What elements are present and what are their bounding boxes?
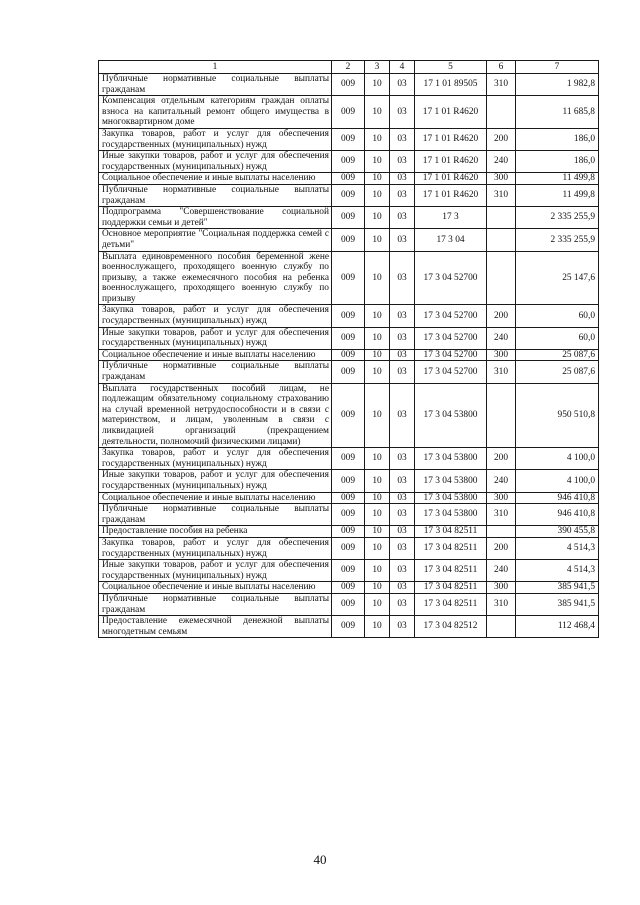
header-col-5: 5	[415, 61, 487, 74]
header-col-3: 3	[365, 61, 390, 74]
row-amount-cell: 390 455,8	[516, 526, 599, 538]
header-col-7: 7	[516, 61, 599, 74]
row-expense-type-cell	[487, 96, 516, 129]
row-subsection-cell: 03	[390, 207, 415, 229]
row-name-cell: Основное мероприятие "Социальная поддержка семей с детьми"	[99, 229, 332, 251]
row-ministry-code-cell: 009	[332, 361, 365, 383]
row-expense-type-cell: 240	[487, 470, 516, 492]
row-amount-cell: 946 410,8	[516, 504, 599, 526]
row-amount-cell: 4 100,0	[516, 448, 599, 470]
row-expense-type-cell: 310	[487, 74, 516, 96]
row-expense-type-cell: 310	[487, 361, 516, 383]
row-subsection-cell: 03	[390, 537, 415, 559]
row-section-cell: 10	[365, 504, 390, 526]
table-row	[99, 74, 599, 96]
row-ministry-code-cell: 009	[332, 151, 365, 173]
row-section-cell: 10	[365, 349, 390, 361]
row-name-cell: Предоставление ежемесячной денежной выплаты многодетным семьям	[99, 616, 332, 638]
row-name-cell: Социальное обеспечение и иные выплаты населению	[99, 582, 332, 594]
row-amount-cell: 112 468,4	[516, 616, 599, 638]
row-subsection-cell: 03	[390, 448, 415, 470]
table-row	[99, 537, 599, 559]
row-subsection-cell: 03	[390, 560, 415, 582]
row-section-cell: 10	[365, 184, 390, 206]
table-row	[99, 593, 599, 615]
row-subsection-cell: 03	[390, 251, 415, 305]
table-row	[99, 173, 599, 185]
row-ministry-code-cell: 009	[332, 537, 365, 559]
row-target-article-cell: 17 1 01 89505	[415, 74, 487, 96]
table-row	[99, 251, 599, 305]
row-expense-type-cell: 300	[487, 492, 516, 504]
row-section-cell: 10	[365, 560, 390, 582]
header-col-4: 4	[390, 61, 415, 74]
row-ministry-code-cell: 009	[332, 327, 365, 349]
row-ministry-code-cell: 009	[332, 560, 365, 582]
row-section-cell: 10	[365, 229, 390, 251]
row-subsection-cell: 03	[390, 504, 415, 526]
row-expense-type-cell: 300	[487, 349, 516, 361]
row-target-article-cell: 17 3 04 53800	[415, 504, 487, 526]
row-expense-type-cell	[487, 251, 516, 305]
row-name-cell: Публичные нормативные социальные выплаты гражданам	[99, 184, 332, 206]
row-section-cell: 10	[365, 151, 390, 173]
row-amount-cell: 25 087,6	[516, 349, 599, 361]
row-name-cell: Социальное обеспечение и иные выплаты населению	[99, 173, 332, 185]
row-name-cell: Социальное обеспечение и иные выплаты населению	[99, 492, 332, 504]
row-expense-type-cell: 240	[487, 151, 516, 173]
table-row	[99, 504, 599, 526]
row-subsection-cell: 03	[390, 184, 415, 206]
row-target-article-cell: 17 1 01 R4620	[415, 96, 487, 129]
row-ministry-code-cell: 009	[332, 448, 365, 470]
row-subsection-cell: 03	[390, 151, 415, 173]
row-amount-cell: 385 941,5	[516, 593, 599, 615]
table-row	[99, 470, 599, 492]
row-subsection-cell: 03	[390, 327, 415, 349]
row-subsection-cell: 03	[390, 582, 415, 594]
row-ministry-code-cell: 009	[332, 305, 365, 327]
row-name-cell: Публичные нормативные социальные выплаты гражданам	[99, 593, 332, 615]
row-target-article-cell: 17 3 04 82511	[415, 593, 487, 615]
row-name-cell: Социальное обеспечение и иные выплаты населению	[99, 349, 332, 361]
row-target-article-cell: 17 3 04 53800	[415, 448, 487, 470]
row-target-article-cell: 17 3 04 53800	[415, 383, 487, 448]
row-section-cell: 10	[365, 448, 390, 470]
row-expense-type-cell: 310	[487, 504, 516, 526]
row-amount-cell: 60,0	[516, 327, 599, 349]
row-amount-cell: 60,0	[516, 305, 599, 327]
row-section-cell: 10	[365, 74, 390, 96]
table-row	[99, 526, 599, 538]
row-amount-cell: 2 335 255,9	[516, 207, 599, 229]
row-name-cell: Закупка товаров, работ и услуг для обеспечения государственных (муниципальных) нужд	[99, 537, 332, 559]
row-target-article-cell: 17 3 04 82511	[415, 560, 487, 582]
row-expense-type-cell: 240	[487, 327, 516, 349]
row-section-cell: 10	[365, 492, 390, 504]
row-subsection-cell: 03	[390, 616, 415, 638]
row-ministry-code-cell: 009	[332, 74, 365, 96]
row-subsection-cell: 03	[390, 492, 415, 504]
row-name-cell: Закупка товаров, работ и услуг для обеспечения государственных (муниципальных) нужд	[99, 305, 332, 327]
row-subsection-cell: 03	[390, 361, 415, 383]
page-number: 40	[313, 852, 327, 867]
row-subsection-cell: 03	[390, 470, 415, 492]
row-amount-cell: 1 982,8	[516, 74, 599, 96]
row-amount-cell: 186,0	[516, 128, 599, 150]
row-name-cell: Публичные нормативные социальные выплаты гражданам	[99, 504, 332, 526]
row-expense-type-cell: 200	[487, 537, 516, 559]
row-expense-type-cell	[487, 229, 516, 251]
row-amount-cell: 4 100,0	[516, 470, 599, 492]
row-subsection-cell: 03	[390, 229, 415, 251]
row-section-cell: 10	[365, 470, 390, 492]
table-row	[99, 305, 599, 327]
row-expense-type-cell	[487, 383, 516, 448]
row-target-article-cell: 17 3 04 52700	[415, 251, 487, 305]
row-name-cell: Иные закупки товаров, работ и услуг для обеспечения государственных (муниципальных) нужд	[99, 470, 332, 492]
header-col-6: 6	[487, 61, 516, 74]
row-amount-cell: 25 087,6	[516, 361, 599, 383]
row-name-cell: Компенсация отдельным категориям граждан оплаты взноса на капитальный ремонт общего имущества в многоквартирном доме	[99, 96, 332, 129]
table-row	[99, 383, 599, 448]
row-amount-cell: 186,0	[516, 151, 599, 173]
row-target-article-cell: 17 1 01 R4620	[415, 128, 487, 150]
row-expense-type-cell	[487, 616, 516, 638]
row-target-article-cell: 17 3 04 82512	[415, 616, 487, 638]
row-expense-type-cell: 240	[487, 560, 516, 582]
row-target-article-cell: 17 3 04 82511	[415, 526, 487, 538]
table-row	[99, 128, 599, 150]
row-section-cell: 10	[365, 593, 390, 615]
row-amount-cell: 11 499,8	[516, 173, 599, 185]
row-subsection-cell: 03	[390, 128, 415, 150]
row-ministry-code-cell: 009	[332, 470, 365, 492]
row-target-article-cell: 17 1 01 R4620	[415, 173, 487, 185]
row-name-cell: Публичные нормативные социальные выплаты гражданам	[99, 74, 332, 96]
row-ministry-code-cell: 009	[332, 184, 365, 206]
table-body	[99, 74, 599, 638]
row-name-cell: Выплата единовременного пособия беременной жене военнослужащего, проходящего военную службу по призыву, а также ежемесячного пособия на ребенка военнослужащего, проходящего военную службу по призыву	[99, 251, 332, 305]
row-expense-type-cell: 310	[487, 593, 516, 615]
table-row	[99, 229, 599, 251]
row-ministry-code-cell: 009	[332, 492, 365, 504]
row-target-article-cell: 17 1 01 R4620	[415, 184, 487, 206]
row-name-cell: Подпрограмма "Совершенствование социальной поддержки семьи и детей"	[99, 207, 332, 229]
row-section-cell: 10	[365, 173, 390, 185]
row-target-article-cell: 17 1 01 R4620	[415, 151, 487, 173]
header-col-1: 1	[99, 61, 332, 74]
row-target-article-cell: 17 3 04 52700	[415, 327, 487, 349]
row-target-article-cell: 17 3 04	[415, 229, 487, 251]
row-amount-cell: 4 514,3	[516, 537, 599, 559]
row-section-cell: 10	[365, 251, 390, 305]
row-target-article-cell: 17 3 04 52700	[415, 305, 487, 327]
row-target-article-cell: 17 3 04 52700	[415, 349, 487, 361]
row-section-cell: 10	[365, 207, 390, 229]
row-section-cell: 10	[365, 526, 390, 538]
table-row	[99, 96, 599, 129]
row-ministry-code-cell: 009	[332, 251, 365, 305]
table-row	[99, 327, 599, 349]
row-subsection-cell: 03	[390, 526, 415, 538]
row-ministry-code-cell: 009	[332, 504, 365, 526]
row-amount-cell: 385 941,5	[516, 582, 599, 594]
row-name-cell: Иные закупки товаров, работ и услуг для обеспечения государственных (муниципальных) нужд	[99, 151, 332, 173]
row-ministry-code-cell: 009	[332, 616, 365, 638]
row-section-cell: 10	[365, 305, 390, 327]
row-subsection-cell: 03	[390, 305, 415, 327]
row-expense-type-cell: 200	[487, 448, 516, 470]
row-target-article-cell: 17 3 04 82511	[415, 537, 487, 559]
row-section-cell: 10	[365, 96, 390, 129]
row-expense-type-cell: 300	[487, 173, 516, 185]
row-amount-cell: 11 499,8	[516, 184, 599, 206]
row-ministry-code-cell: 009	[332, 593, 365, 615]
row-section-cell: 10	[365, 361, 390, 383]
row-name-cell: Выплата государственных пособий лицам, не подлежащим обязательному социальному страхованию на случай временной нетрудоспособности и в связи с материнством, и лицам, уволенным в связи с ликвидацией организаций (прекращением деятельности, полномочий физическими лицами)	[99, 383, 332, 448]
row-amount-cell: 946 410,8	[516, 492, 599, 504]
row-ministry-code-cell: 009	[332, 173, 365, 185]
table-row	[99, 207, 599, 229]
row-section-cell: 10	[365, 537, 390, 559]
row-subsection-cell: 03	[390, 383, 415, 448]
row-subsection-cell: 03	[390, 593, 415, 615]
row-expense-type-cell: 200	[487, 128, 516, 150]
row-target-article-cell: 17 3	[415, 207, 487, 229]
table-row	[99, 492, 599, 504]
row-ministry-code-cell: 009	[332, 582, 365, 594]
row-name-cell: Иные закупки товаров, работ и услуг для обеспечения государственных (муниципальных) нужд	[99, 560, 332, 582]
row-amount-cell: 4 514,3	[516, 560, 599, 582]
row-amount-cell: 2 335 255,9	[516, 229, 599, 251]
row-section-cell: 10	[365, 383, 390, 448]
row-subsection-cell: 03	[390, 349, 415, 361]
row-ministry-code-cell: 009	[332, 229, 365, 251]
row-name-cell: Иные закупки товаров, работ и услуг для обеспечения государственных (муниципальных) нужд	[99, 327, 332, 349]
row-ministry-code-cell: 009	[332, 349, 365, 361]
row-amount-cell: 11 685,8	[516, 96, 599, 129]
row-section-cell: 10	[365, 582, 390, 594]
row-expense-type-cell	[487, 526, 516, 538]
row-ministry-code-cell: 009	[332, 383, 365, 448]
row-subsection-cell: 03	[390, 173, 415, 185]
row-name-cell: Закупка товаров, работ и услуг для обеспечения государственных (муниципальных) нужд	[99, 448, 332, 470]
table-row	[99, 361, 599, 383]
row-expense-type-cell: 310	[487, 184, 516, 206]
row-name-cell: Закупка товаров, работ и услуг для обеспечения государственных (муниципальных) нужд	[99, 128, 332, 150]
row-section-cell: 10	[365, 327, 390, 349]
table-row	[99, 184, 599, 206]
header-col-2: 2	[332, 61, 365, 74]
row-ministry-code-cell: 009	[332, 128, 365, 150]
header-row	[99, 61, 599, 74]
row-name-cell: Публичные нормативные социальные выплаты гражданам	[99, 361, 332, 383]
table-row	[99, 448, 599, 470]
table-row	[99, 349, 599, 361]
row-ministry-code-cell: 009	[332, 526, 365, 538]
table-row	[99, 616, 599, 638]
row-subsection-cell: 03	[390, 96, 415, 129]
row-subsection-cell: 03	[390, 74, 415, 96]
row-target-article-cell: 17 3 04 82511	[415, 582, 487, 594]
row-section-cell: 10	[365, 616, 390, 638]
table-row	[99, 151, 599, 173]
budget-table	[98, 60, 599, 638]
table-row	[99, 582, 599, 594]
row-expense-type-cell: 300	[487, 582, 516, 594]
row-target-article-cell: 17 3 04 53800	[415, 492, 487, 504]
row-target-article-cell: 17 3 04 52700	[415, 361, 487, 383]
row-ministry-code-cell: 009	[332, 207, 365, 229]
row-section-cell: 10	[365, 128, 390, 150]
row-name-cell: Предоставление пособия на ребенка	[99, 526, 332, 538]
row-expense-type-cell: 200	[487, 305, 516, 327]
row-amount-cell: 950 510,8	[516, 383, 599, 448]
row-ministry-code-cell: 009	[332, 96, 365, 129]
row-target-article-cell: 17 3 04 53800	[415, 470, 487, 492]
row-amount-cell: 25 147,6	[516, 251, 599, 305]
row-expense-type-cell	[487, 207, 516, 229]
table-row	[99, 560, 599, 582]
